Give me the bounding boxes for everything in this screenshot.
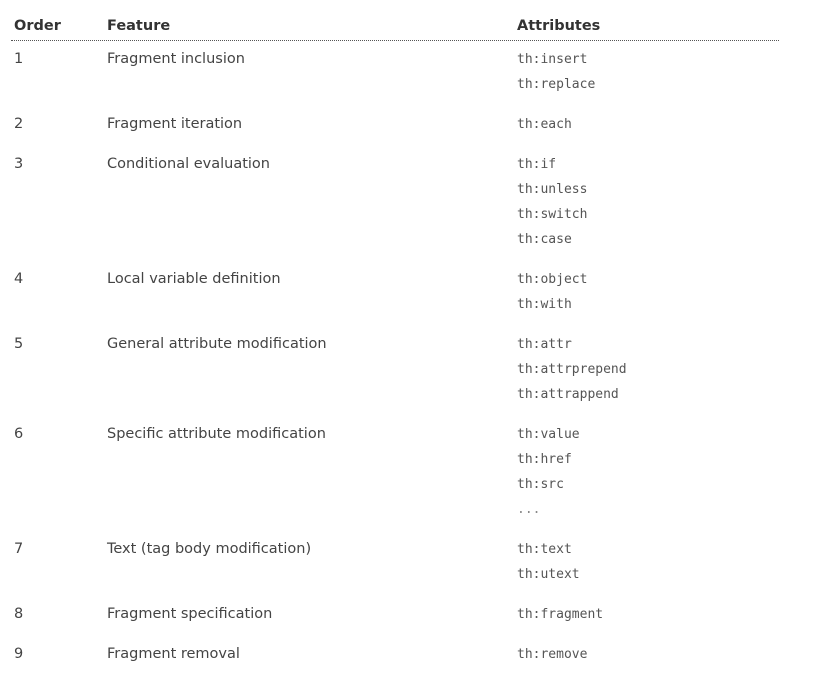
row-order: 4 <box>14 271 24 287</box>
attribute-code: th:unless <box>517 182 588 197</box>
attribute-code: th:value <box>517 427 580 442</box>
table-row <box>11 636 779 676</box>
table-body <box>11 41 779 676</box>
attribute-code: th:if <box>517 157 557 172</box>
attribute-code: th:with <box>517 297 572 312</box>
table-row <box>11 596 779 636</box>
row-order: 5 <box>14 336 24 352</box>
row-feature: General attribute modification <box>107 336 327 352</box>
attribute-code: th:remove <box>517 647 588 662</box>
attribute-code: th:fragment <box>517 607 604 622</box>
attribute-code: th:utext <box>517 567 580 582</box>
attribute-code: th:href <box>517 452 572 467</box>
table-row <box>11 416 779 531</box>
row-attributes <box>517 424 779 526</box>
header-attributes: Attributes <box>517 18 601 34</box>
attribute-code: th:object <box>517 272 588 287</box>
attribute-code: th:insert <box>517 52 588 67</box>
row-order: 6 <box>14 426 24 442</box>
attribute-code: th:attrprepend <box>517 362 627 377</box>
table-row <box>11 326 779 416</box>
attribute-code: th:attrappend <box>517 387 619 402</box>
row-feature: Fragment removal <box>107 646 240 662</box>
attribute-code: th:src <box>517 477 564 492</box>
row-order: 1 <box>14 51 24 67</box>
row-order: 2 <box>14 116 24 132</box>
row-attributes <box>517 539 779 591</box>
row-feature: Local variable definition <box>107 271 281 287</box>
row-feature: Fragment specification <box>107 606 273 622</box>
row-order: 9 <box>14 646 24 662</box>
attribute-code: ... <box>517 502 541 517</box>
table-row <box>11 146 779 261</box>
row-feature: Text (tag body modification) <box>107 541 312 557</box>
attribute-code: th:each <box>517 117 572 132</box>
row-feature: Fragment inclusion <box>107 51 245 67</box>
attribute-code: th:attr <box>517 337 572 352</box>
row-attributes <box>517 604 779 631</box>
attribute-code: th:text <box>517 542 572 557</box>
row-attributes <box>517 644 779 671</box>
header-order: Order <box>14 18 61 34</box>
table-row <box>11 106 779 146</box>
row-feature: Fragment iteration <box>107 116 243 132</box>
row-attributes <box>517 114 779 141</box>
attribute-code: th:replace <box>517 77 596 92</box>
table-header <box>11 12 779 41</box>
attribute-code: th:case <box>517 232 572 247</box>
row-attributes <box>517 334 779 411</box>
attribute-code: th:switch <box>517 207 588 222</box>
row-order: 8 <box>14 606 24 622</box>
table-row <box>11 531 779 596</box>
row-feature: Specific attribute modification <box>107 426 326 442</box>
row-attributes <box>517 49 779 101</box>
header-feature: Feature <box>107 18 171 34</box>
row-feature: Conditional evaluation <box>107 156 270 172</box>
table-row <box>11 41 779 106</box>
row-attributes <box>517 154 779 256</box>
row-order: 3 <box>14 156 24 172</box>
row-order: 7 <box>14 541 24 557</box>
row-attributes <box>517 269 779 321</box>
table-row <box>11 261 779 326</box>
attribute-precedence-table <box>11 12 779 676</box>
